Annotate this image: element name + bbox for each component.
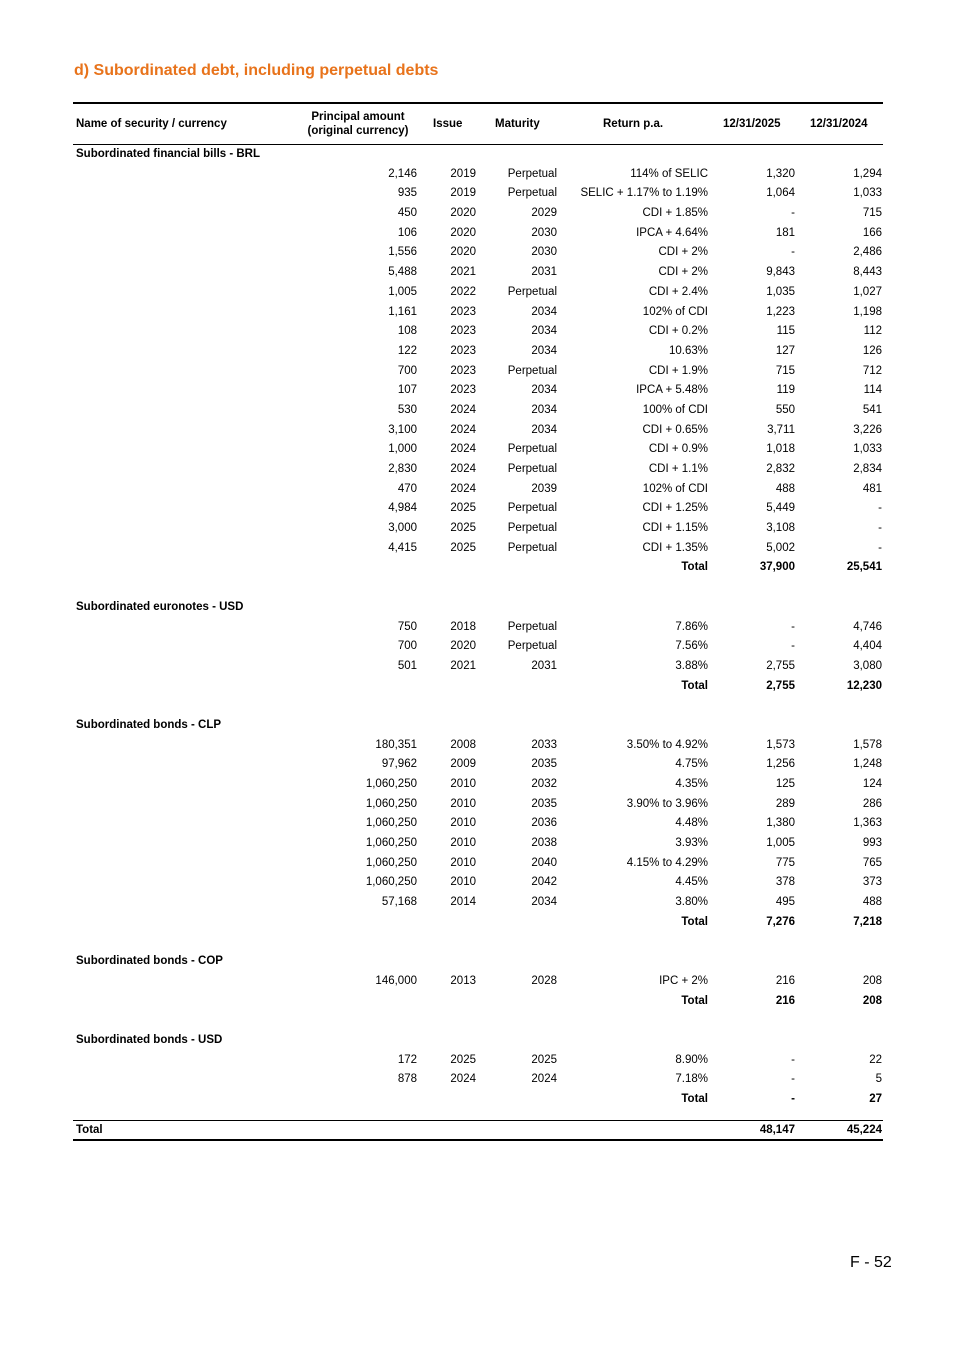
value-2025-cell: 1,005	[766, 837, 795, 850]
subordinated-debt-table	[73, 102, 883, 1141]
table-row	[73, 283, 883, 303]
value-2025-cell: 550	[775, 403, 795, 416]
return-cell: 7.86%	[675, 620, 708, 633]
table-row	[73, 637, 883, 657]
value-2025-cell: 1,256	[766, 758, 795, 771]
table-row	[73, 165, 883, 185]
return-cell: IPCA + 4.64%	[636, 226, 708, 239]
page-number: F - 52	[850, 1254, 892, 1271]
principal-cell: 107	[397, 384, 417, 397]
value-2024-cell: -	[878, 541, 882, 554]
header-maturity: Maturity	[495, 118, 540, 130]
header-principal	[298, 104, 418, 144]
issue-cell: 2014	[450, 896, 476, 909]
issue-cell: 2020	[450, 246, 476, 259]
table-row	[73, 873, 883, 893]
maturity-cell: 2034	[531, 344, 557, 357]
value-2025-cell: 488	[775, 482, 795, 495]
issue-cell: 2010	[450, 797, 476, 810]
return-cell: 4.75%	[675, 758, 708, 771]
principal-cell: 750	[397, 620, 417, 633]
maturity-cell: 2034	[531, 325, 557, 338]
issue-cell: 2023	[450, 344, 476, 357]
principal-cell: 3,000	[388, 522, 417, 535]
section-total-2025: 2,755	[766, 679, 795, 692]
principal-cell: 3,100	[388, 423, 417, 436]
table-row	[73, 499, 883, 519]
section-total-row	[73, 677, 883, 697]
section-name: Subordinated bonds - USD	[76, 1033, 223, 1046]
value-2025-cell: 1,035	[766, 285, 795, 298]
maturity-cell: Perpetual	[507, 187, 557, 200]
value-2025-cell: 9,843	[766, 266, 795, 279]
header-2024: 12/31/2024	[810, 118, 868, 130]
table-row	[73, 362, 883, 382]
table-row	[73, 736, 883, 756]
section-total-row	[73, 913, 883, 933]
value-2024-cell: 993	[862, 837, 882, 850]
table-row	[73, 539, 883, 559]
return-cell: IPC + 2%	[659, 974, 708, 987]
value-2025-cell: 125	[775, 778, 795, 790]
maturity-cell: 2034	[531, 423, 557, 436]
value-2025-cell: 119	[776, 384, 795, 397]
return-cell: CDI + 1.15%	[642, 522, 708, 535]
value-2024-cell: 1,198	[853, 305, 882, 318]
maturity-cell: 2029	[531, 207, 557, 220]
value-2025-cell: 378	[775, 876, 795, 889]
table-row	[73, 204, 883, 224]
header-principal-line2: (original currency)	[307, 125, 409, 137]
return-cell: 4.15% to 4.29%	[626, 856, 708, 869]
maturity-cell: Perpetual	[507, 167, 557, 180]
value-2024-cell: 712	[862, 364, 882, 377]
value-2025-cell: -	[791, 640, 795, 653]
principal-cell: 108	[397, 325, 417, 338]
value-2024-cell: 1,033	[853, 187, 882, 200]
issue-cell: 2010	[450, 856, 476, 869]
value-2024-cell: 124	[862, 778, 882, 790]
value-2025-cell: 1,320	[766, 167, 795, 180]
value-2024-cell: -	[878, 502, 882, 515]
issue-cell: 2022	[450, 285, 476, 298]
principal-cell: 4,984	[388, 502, 417, 515]
return-cell: CDI + 2.4%	[648, 285, 708, 298]
maturity-cell: Perpetual	[507, 502, 557, 515]
value-2024-cell: 166	[862, 226, 882, 239]
value-2024-cell: 1,578	[853, 738, 882, 751]
issue-cell: 2010	[450, 817, 476, 830]
section-spacer	[73, 578, 883, 598]
value-2025-cell: 775	[775, 856, 795, 869]
value-2025-cell: -	[791, 620, 795, 633]
issue-cell: 2021	[450, 266, 476, 279]
principal-cell: 1,060,250	[365, 778, 417, 790]
maturity-cell: 2035	[531, 797, 557, 810]
value-2025-cell: -	[791, 1073, 795, 1086]
grand-total-2024: 45,224	[846, 1123, 882, 1136]
maturity-cell: Perpetual	[507, 522, 557, 535]
principal-cell: 700	[397, 640, 417, 653]
return-cell: CDI + 0.65%	[642, 423, 708, 436]
table-header	[73, 104, 883, 145]
issue-cell: 2010	[450, 837, 476, 850]
issue-cell: 2009	[450, 758, 476, 771]
principal-cell: 1,161	[388, 305, 417, 318]
issue-cell: 2024	[450, 482, 476, 495]
value-2025-cell: 181	[775, 226, 795, 239]
value-2025-cell: 127	[775, 344, 795, 357]
value-2024-cell: 126	[862, 344, 882, 357]
section-total-2024: 208	[862, 994, 882, 1007]
section-spacer	[73, 1011, 883, 1031]
table-row	[73, 1070, 883, 1090]
maturity-cell: Perpetual	[507, 640, 557, 653]
table-row	[73, 322, 883, 342]
issue-cell: 2024	[450, 1073, 476, 1086]
value-2024-cell: 488	[862, 896, 882, 909]
value-2025-cell: -	[791, 1053, 795, 1066]
value-2024-cell: 1,033	[853, 443, 882, 456]
value-2025-cell: 3,711	[767, 423, 795, 436]
issue-cell: 2019	[450, 167, 476, 180]
section-total-label: Total	[681, 561, 708, 574]
section-total-2025: 7,276	[766, 915, 795, 928]
maturity-cell: Perpetual	[507, 285, 557, 298]
issue-cell: 2023	[450, 305, 476, 318]
return-cell: 114% of SELIC	[630, 167, 708, 180]
table-row	[73, 184, 883, 204]
return-cell: 3.90% to 3.96%	[626, 797, 708, 810]
return-cell: 4.45%	[675, 876, 708, 889]
value-2024-cell: 1,027	[853, 285, 882, 298]
principal-cell: 57,168	[381, 896, 417, 909]
section-total-label: Total	[681, 915, 708, 928]
value-2024-cell: 3,080	[853, 659, 882, 672]
table-row	[73, 657, 883, 677]
principal-cell: 122	[397, 344, 417, 357]
table-row	[73, 795, 883, 815]
maturity-cell: 2028	[531, 974, 557, 987]
maturity-cell: 2031	[531, 266, 557, 279]
table-row	[73, 224, 883, 244]
maturity-cell: Perpetual	[507, 541, 557, 554]
issue-cell: 2023	[450, 384, 476, 397]
value-2024-cell: 3,226	[853, 423, 882, 436]
maturity-cell: 2024	[531, 1073, 557, 1086]
principal-cell: 530	[397, 403, 417, 416]
maturity-cell: Perpetual	[507, 620, 557, 633]
principal-cell: 2,830	[388, 463, 417, 475]
value-2024-cell: -	[878, 522, 882, 535]
section-total-row	[73, 1090, 883, 1110]
table-row	[73, 519, 883, 539]
table-row	[73, 854, 883, 874]
return-cell: 7.18%	[675, 1073, 708, 1086]
value-2024-cell: 765	[862, 856, 882, 869]
section-total-row	[73, 992, 883, 1012]
table-row	[73, 1051, 883, 1071]
table-row	[73, 381, 883, 401]
section-heading-row	[73, 1031, 883, 1051]
principal-cell: 470	[397, 482, 417, 495]
value-2025-cell: -	[791, 246, 795, 259]
value-2024-cell: 286	[862, 797, 882, 810]
principal-cell: 1,005	[388, 285, 417, 298]
table-row	[73, 814, 883, 834]
maturity-cell: 2030	[531, 226, 557, 239]
maturity-cell: 2033	[531, 738, 557, 751]
maturity-cell: Perpetual	[507, 443, 557, 456]
table-row	[73, 303, 883, 323]
issue-cell: 2013	[450, 974, 476, 987]
principal-cell: 2,146	[388, 167, 417, 180]
issue-cell: 2020	[450, 640, 476, 653]
issue-cell: 2024	[450, 403, 476, 416]
maturity-cell: 2032	[531, 778, 557, 790]
value-2024-cell: 4,746	[853, 620, 882, 633]
return-cell: IPCA + 5.48%	[636, 384, 708, 397]
return-cell: SELIC + 1.17% to 1.19%	[580, 187, 708, 200]
value-2024-cell: 112	[863, 325, 882, 338]
principal-cell: 97,962	[381, 758, 417, 771]
issue-cell: 2025	[450, 1053, 476, 1066]
value-2025-cell: 3,108	[766, 522, 795, 535]
grand-total-label: Total	[76, 1123, 103, 1136]
return-cell: 3.88%	[675, 659, 708, 672]
value-2024-cell: 208	[862, 974, 882, 987]
maturity-cell: 2035	[531, 758, 557, 771]
principal-cell: 5,488	[388, 266, 417, 279]
issue-cell: 2010	[450, 876, 476, 889]
value-2025-cell: -	[791, 207, 795, 220]
principal-cell: 1,060,250	[365, 837, 417, 850]
principal-cell: 1,060,250	[365, 876, 417, 889]
value-2025-cell: 1,573	[766, 738, 795, 751]
table-row	[73, 775, 883, 795]
header-name: Name of security / currency	[76, 118, 227, 130]
value-2024-cell: 2,486	[853, 246, 882, 259]
maturity-cell: 2025	[531, 1053, 557, 1066]
value-2025-cell: 715	[775, 364, 795, 377]
maturity-cell: 2034	[531, 305, 557, 318]
section-heading-row	[73, 598, 883, 618]
header-2025: 12/31/2025	[723, 118, 781, 130]
return-cell: 3.80%	[675, 896, 708, 909]
value-2025-cell: 2,832	[766, 463, 795, 475]
table-row	[73, 972, 883, 992]
value-2024-cell: 114	[863, 384, 882, 397]
value-2025-cell: 115	[776, 325, 795, 338]
maturity-cell: 2039	[531, 482, 557, 495]
maturity-cell: 2034	[531, 896, 557, 909]
value-2025-cell: 2,755	[766, 659, 795, 672]
value-2025-cell: 1,064	[766, 187, 795, 200]
section-total-2024: 12,230	[846, 679, 882, 692]
issue-cell: 2021	[450, 659, 476, 672]
maturity-cell: 2040	[531, 856, 557, 869]
issue-cell: 2020	[450, 226, 476, 239]
grand-total-2025: 48,147	[759, 1123, 795, 1136]
principal-cell: 501	[397, 659, 417, 672]
section-heading-row	[73, 716, 883, 736]
issue-cell: 2025	[450, 541, 476, 554]
principal-cell: 935	[397, 187, 417, 200]
value-2024-cell: 1,363	[853, 817, 882, 830]
return-cell: CDI + 2%	[658, 246, 708, 259]
maturity-cell: 2038	[531, 837, 557, 850]
maturity-cell: 2036	[531, 817, 557, 830]
page-title: d) Subordinated debt, including perpetual debts	[74, 62, 439, 79]
principal-cell: 700	[397, 364, 417, 377]
value-2025-cell: 5,449	[766, 502, 795, 515]
table-row	[73, 618, 883, 638]
return-cell: 100% of CDI	[642, 403, 708, 416]
table-row	[73, 460, 883, 480]
header-issue: Issue	[433, 118, 463, 130]
section-total-2025: 216	[775, 994, 795, 1007]
value-2025-cell: 5,002	[766, 541, 795, 554]
section-total-2025: -	[791, 1093, 795, 1105]
maturity-cell: 2034	[531, 384, 557, 397]
table-row	[73, 480, 883, 500]
issue-cell: 2025	[450, 502, 476, 515]
section-heading-row	[73, 952, 883, 972]
value-2025-cell: 216	[775, 974, 795, 987]
value-2025-cell: 289	[775, 797, 795, 810]
issue-cell: 2018	[450, 620, 476, 633]
section-total-label: Total	[681, 994, 708, 1007]
section-total-label: Total	[681, 1093, 708, 1105]
value-2024-cell: 373	[862, 876, 882, 889]
return-cell: 102% of CDI	[642, 482, 708, 495]
return-cell: CDI + 1.25%	[642, 502, 708, 515]
principal-cell: 172	[397, 1053, 417, 1066]
section-name: Subordinated euronotes - USD	[76, 600, 244, 613]
value-2024-cell: 1,248	[853, 758, 882, 771]
value-2024-cell: 22	[869, 1053, 882, 1066]
value-2025-cell: 1,380	[766, 817, 795, 830]
section-total-label: Total	[681, 679, 708, 692]
table-row	[73, 440, 883, 460]
return-cell: 4.48%	[675, 817, 708, 830]
value-2025-cell: 1,018	[766, 443, 795, 456]
return-cell: CDI + 2%	[658, 266, 708, 279]
section-total-2024: 7,218	[853, 915, 882, 928]
table-row	[73, 342, 883, 362]
value-2025-cell: 1,223	[766, 305, 795, 318]
principal-cell: 4,415	[388, 541, 417, 554]
issue-cell: 2020	[450, 207, 476, 220]
principal-cell: 106	[397, 226, 417, 239]
section-total-row	[73, 558, 883, 578]
principal-cell: 1,060,250	[365, 817, 417, 830]
principal-cell: 180,351	[375, 738, 417, 751]
table-row	[73, 263, 883, 283]
issue-cell: 2023	[450, 364, 476, 377]
issue-cell: 2024	[450, 463, 476, 475]
section-name: Subordinated financial bills - BRL	[76, 148, 261, 160]
maturity-cell: 2030	[531, 246, 557, 259]
issue-cell: 2023	[450, 325, 476, 338]
maturity-cell: 2034	[531, 403, 557, 416]
issue-cell: 2024	[450, 423, 476, 436]
table-body	[73, 145, 883, 1110]
section-name: Subordinated bonds - CLP	[76, 718, 222, 731]
section-total-2024: 27	[869, 1093, 882, 1105]
section-spacer	[73, 933, 883, 953]
issue-cell: 2019	[450, 187, 476, 200]
principal-cell: 146,000	[375, 974, 417, 987]
return-cell: CDI + 1.35%	[642, 541, 708, 554]
value-2024-cell: 8,443	[853, 266, 882, 279]
section-heading-row	[73, 145, 883, 165]
table-row	[73, 755, 883, 775]
principal-cell: 1,060,250	[365, 856, 417, 869]
section-spacer	[73, 696, 883, 716]
principal-cell: 1,556	[388, 246, 417, 259]
principal-cell: 1,000	[388, 443, 417, 456]
table-row	[73, 243, 883, 263]
return-cell: 3.50% to 4.92%	[626, 738, 708, 751]
value-2025-cell: 495	[775, 896, 795, 909]
return-cell: 7.56%	[675, 640, 708, 653]
issue-cell: 2010	[450, 778, 476, 790]
value-2024-cell: 2,834	[853, 463, 882, 475]
return-cell: CDI + 1.1%	[648, 463, 708, 475]
value-2024-cell: 1,294	[853, 167, 882, 180]
issue-cell: 2024	[450, 443, 476, 456]
maturity-cell: Perpetual	[507, 463, 557, 475]
return-cell: 102% of CDI	[642, 305, 708, 318]
table-row	[73, 421, 883, 441]
principal-cell: 450	[397, 207, 417, 220]
return-cell: 10.63%	[668, 344, 708, 357]
return-cell: CDI + 0.9%	[648, 443, 708, 456]
issue-cell: 2008	[450, 738, 476, 751]
table-row	[73, 401, 883, 421]
header-principal-line1: Principal amount	[311, 111, 405, 123]
maturity-cell: Perpetual	[507, 364, 557, 377]
grand-total-row	[73, 1120, 883, 1141]
return-cell: CDI + 1.9%	[648, 364, 708, 377]
section-total-2025: 37,900	[759, 561, 795, 574]
value-2024-cell: 481	[862, 482, 882, 495]
table-row	[73, 834, 883, 854]
principal-cell: 1,060,250	[365, 797, 417, 810]
table-row	[73, 893, 883, 913]
section-name: Subordinated bonds - COP	[76, 955, 223, 968]
value-2024-cell: 4,404	[853, 640, 882, 653]
section-total-2024: 25,541	[846, 561, 882, 574]
principal-cell: 878	[397, 1073, 417, 1086]
maturity-cell: 2031	[531, 659, 557, 672]
return-cell: 8.90%	[675, 1053, 708, 1066]
value-2024-cell: 541	[862, 403, 882, 416]
value-2024-cell: 5	[875, 1073, 882, 1086]
return-cell: 4.35%	[675, 778, 708, 790]
return-cell: CDI + 1.85%	[642, 207, 708, 220]
return-cell: 3.93%	[675, 837, 708, 850]
maturity-cell: 2042	[531, 876, 557, 889]
issue-cell: 2025	[450, 522, 476, 535]
value-2024-cell: 715	[862, 207, 882, 220]
return-cell: CDI + 0.2%	[648, 325, 708, 338]
header-return: Return p.a.	[603, 118, 664, 130]
